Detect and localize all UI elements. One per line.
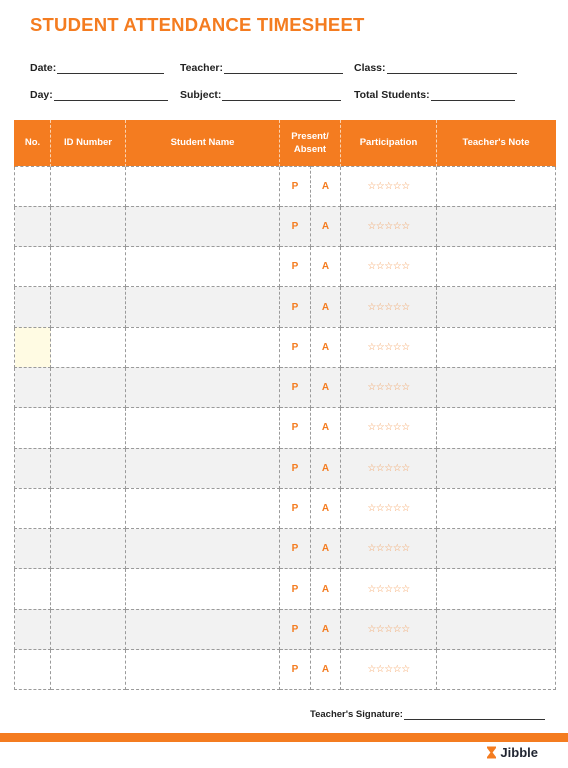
teacher-note-cell[interactable]: [437, 609, 556, 649]
student-name-cell[interactable]: [126, 488, 280, 528]
no-cell[interactable]: [15, 206, 51, 246]
teacher-note-cell[interactable]: [437, 287, 556, 327]
teacher-label: Teacher:: [180, 62, 223, 74]
class-label: Class:: [354, 62, 386, 74]
absent-cell[interactable]: A: [311, 609, 341, 649]
no-cell[interactable]: [15, 327, 51, 367]
table-row: [15, 206, 556, 246]
absent-cell[interactable]: A: [311, 650, 341, 690]
table-row: [15, 408, 556, 448]
signature-label: Teacher's Signature:: [310, 709, 403, 720]
no-cell[interactable]: [15, 488, 51, 528]
participation-stars[interactable]: ☆☆☆☆☆: [341, 206, 437, 246]
day-field[interactable]: [30, 89, 168, 101]
no-cell[interactable]: [15, 609, 51, 649]
no-cell[interactable]: [15, 529, 51, 569]
participation-stars[interactable]: ☆☆☆☆☆: [341, 650, 437, 690]
attendance-rows: [15, 166, 556, 690]
present-cell[interactable]: P: [280, 367, 311, 407]
header-present: Present/: [291, 130, 329, 142]
student-name-cell[interactable]: [126, 408, 280, 448]
header-teacher-note: Teacher's Note: [437, 120, 556, 166]
present-cell[interactable]: P: [280, 529, 311, 569]
no-cell[interactable]: [15, 367, 51, 407]
absent-cell[interactable]: A: [311, 448, 341, 488]
total-students-label: Total Students:: [354, 89, 430, 101]
table-row: [15, 569, 556, 609]
table-row: [15, 488, 556, 528]
absent-cell[interactable]: A: [311, 569, 341, 609]
present-cell[interactable]: P: [280, 650, 311, 690]
student-name-cell[interactable]: [126, 569, 280, 609]
id-number-cell[interactable]: [51, 488, 126, 528]
student-name-cell[interactable]: [126, 367, 280, 407]
absent-cell[interactable]: A: [311, 327, 341, 367]
id-number-cell[interactable]: [51, 287, 126, 327]
subject-label: Subject:: [180, 89, 222, 101]
teacher-note-cell[interactable]: [437, 367, 556, 407]
participation-stars[interactable]: ☆☆☆☆☆: [341, 569, 437, 609]
no-cell[interactable]: [15, 166, 51, 206]
table-row: [15, 327, 556, 367]
teacher-note-cell[interactable]: [437, 488, 556, 528]
class-blank[interactable]: [387, 65, 517, 74]
participation-stars[interactable]: ☆☆☆☆☆: [341, 287, 437, 327]
teacher-note-cell[interactable]: [437, 327, 556, 367]
attendance-table: [14, 120, 556, 690]
header-no: No.: [15, 120, 51, 166]
student-name-cell[interactable]: [126, 206, 280, 246]
teacher-note-cell[interactable]: [437, 247, 556, 287]
student-name-cell[interactable]: [126, 529, 280, 569]
absent-cell[interactable]: A: [311, 287, 341, 327]
teacher-note-cell[interactable]: [437, 448, 556, 488]
id-number-cell[interactable]: [51, 569, 126, 609]
absent-cell[interactable]: A: [311, 367, 341, 407]
id-number-cell[interactable]: [51, 166, 126, 206]
no-cell[interactable]: [15, 650, 51, 690]
signature-blank[interactable]: [404, 711, 545, 720]
present-cell[interactable]: P: [280, 488, 311, 528]
student-name-cell[interactable]: [126, 287, 280, 327]
id-number-cell[interactable]: [51, 650, 126, 690]
subject-blank[interactable]: [222, 92, 341, 101]
table-row: [15, 166, 556, 206]
subject-field[interactable]: [180, 89, 341, 101]
no-cell[interactable]: [15, 287, 51, 327]
date-field[interactable]: [30, 62, 164, 74]
participation-stars[interactable]: ☆☆☆☆☆: [341, 529, 437, 569]
day-label: Day:: [30, 89, 53, 101]
no-cell[interactable]: [15, 448, 51, 488]
table-row: [15, 367, 556, 407]
id-number-cell[interactable]: [51, 247, 126, 287]
total-students-field[interactable]: [354, 89, 515, 101]
present-cell[interactable]: P: [280, 408, 311, 448]
participation-stars[interactable]: ☆☆☆☆☆: [341, 408, 437, 448]
teacher-note-cell[interactable]: [437, 206, 556, 246]
student-name-cell[interactable]: [126, 247, 280, 287]
table-row: [15, 609, 556, 649]
student-name-cell[interactable]: [126, 609, 280, 649]
total-students-blank[interactable]: [431, 92, 515, 101]
hourglass-icon: [486, 746, 497, 759]
present-cell[interactable]: P: [280, 569, 311, 609]
absent-cell[interactable]: A: [311, 247, 341, 287]
table-row: [15, 287, 556, 327]
header-participation: Participation: [341, 120, 437, 166]
table-row: [15, 448, 556, 488]
header-student-name: Student Name: [126, 120, 280, 166]
no-cell[interactable]: [15, 569, 51, 609]
date-blank[interactable]: [57, 65, 164, 74]
present-cell[interactable]: P: [280, 247, 311, 287]
no-cell[interactable]: [15, 408, 51, 448]
table-row: [15, 650, 556, 690]
jibble-logo: [486, 745, 538, 760]
table-header-row: [15, 120, 556, 166]
participation-stars[interactable]: ☆☆☆☆☆: [341, 367, 437, 407]
header-id-number: ID Number: [51, 120, 126, 166]
id-number-cell[interactable]: [51, 609, 126, 649]
id-number-cell[interactable]: [51, 408, 126, 448]
id-number-cell[interactable]: [51, 448, 126, 488]
day-blank[interactable]: [54, 92, 168, 101]
table-row: [15, 529, 556, 569]
table-row: [15, 247, 556, 287]
present-cell[interactable]: P: [280, 166, 311, 206]
present-cell[interactable]: P: [280, 206, 311, 246]
participation-stars[interactable]: ☆☆☆☆☆: [341, 609, 437, 649]
teacher-note-cell[interactable]: [437, 408, 556, 448]
id-number-cell[interactable]: [51, 529, 126, 569]
participation-stars[interactable]: ☆☆☆☆☆: [341, 166, 437, 206]
page-title: STUDENT ATTENDANCE TIMESHEET: [30, 14, 365, 35]
absent-cell[interactable]: A: [311, 408, 341, 448]
teacher-note-cell[interactable]: [437, 650, 556, 690]
student-name-cell[interactable]: [126, 448, 280, 488]
id-number-cell[interactable]: [51, 206, 126, 246]
no-cell[interactable]: [15, 247, 51, 287]
participation-stars[interactable]: ☆☆☆☆☆: [341, 448, 437, 488]
participation-stars[interactable]: ☆☆☆☆☆: [341, 488, 437, 528]
absent-cell[interactable]: A: [311, 206, 341, 246]
absent-cell[interactable]: A: [311, 488, 341, 528]
present-cell[interactable]: P: [280, 448, 311, 488]
teacher-note-cell[interactable]: [437, 166, 556, 206]
header-absent: Absent: [293, 143, 327, 155]
teacher-field[interactable]: [180, 62, 343, 74]
student-name-cell[interactable]: [126, 650, 280, 690]
participation-stars[interactable]: ☆☆☆☆☆: [341, 247, 437, 287]
class-field[interactable]: [354, 62, 517, 74]
present-cell[interactable]: P: [280, 287, 311, 327]
brand-name: Jibble: [500, 745, 538, 760]
participation-stars[interactable]: ☆☆☆☆☆: [341, 327, 437, 367]
student-name-cell[interactable]: [126, 166, 280, 206]
date-label: Date:: [30, 62, 57, 74]
id-number-cell[interactable]: [51, 327, 126, 367]
present-cell[interactable]: P: [280, 609, 311, 649]
teacher-blank[interactable]: [224, 65, 343, 74]
id-number-cell[interactable]: [51, 367, 126, 407]
present-cell[interactable]: P: [280, 327, 311, 367]
absent-cell[interactable]: A: [311, 166, 341, 206]
student-name-cell[interactable]: [126, 327, 280, 367]
teacher-note-cell[interactable]: [437, 529, 556, 569]
footer-bar: [0, 733, 568, 742]
absent-cell[interactable]: A: [311, 529, 341, 569]
header-present-absent: [280, 120, 341, 166]
signature-field[interactable]: [310, 709, 545, 720]
teacher-note-cell[interactable]: [437, 569, 556, 609]
